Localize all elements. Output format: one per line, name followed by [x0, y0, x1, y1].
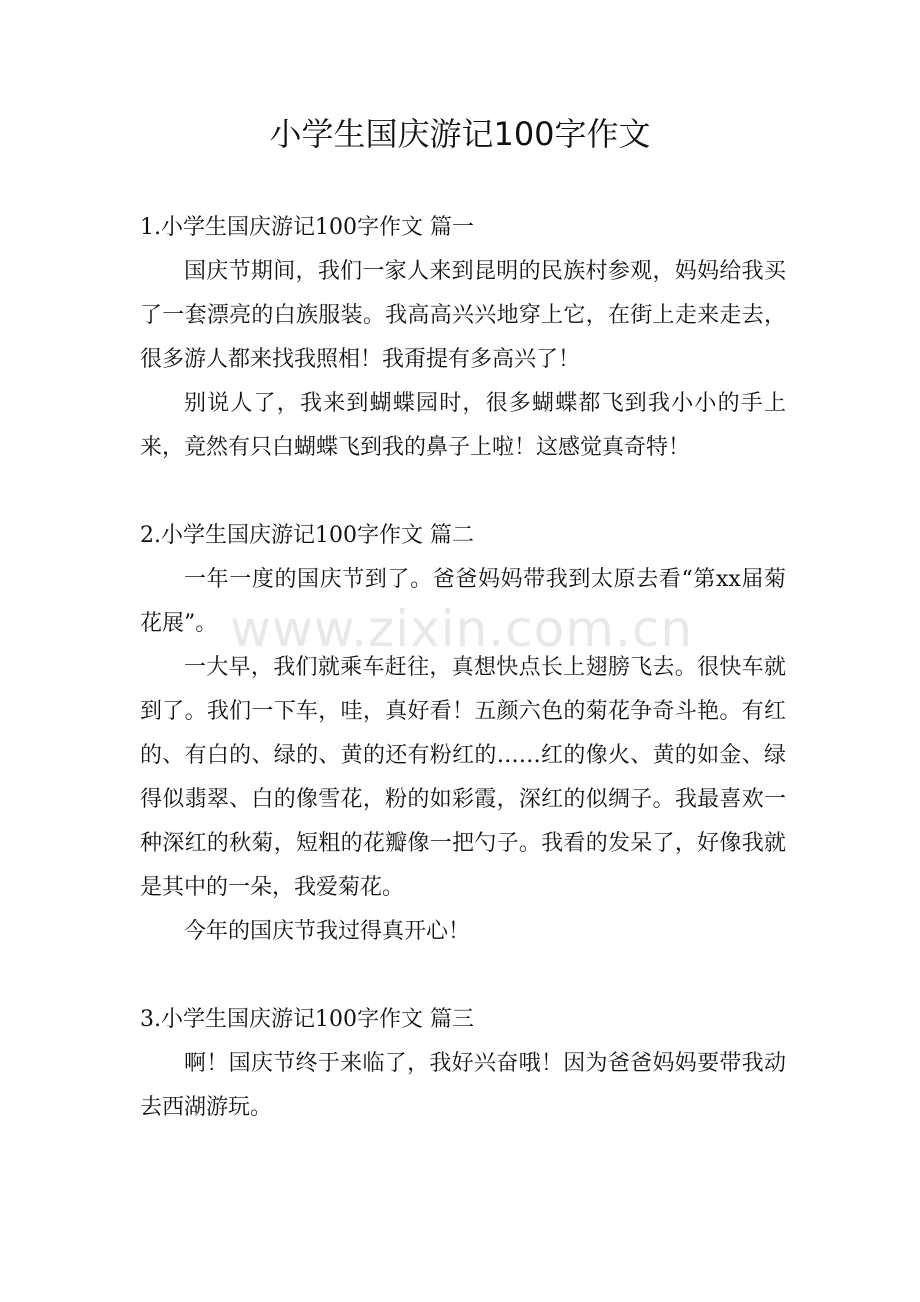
section-2 [140, 514, 786, 954]
section-3 [140, 998, 786, 1130]
paragraph: 一大早，我们就乘车赶往，真想快点长上翅膀飞去。很快车就到了。我们一下车，哇，真好看！五颜六色的菊花争奇斗艳。有红的、有白的、绿的、黄的还有粉红的……红的像火、黄的如金、绿得似翡翠、白的像雪花，粉的如彩霞，深红的似绸子。我最喜欢一种深红的秋菊，短粗的花瓣像一把勺子。我看的发呆了，好像我就是其中的一朵，我爱菊花。 [140, 655, 786, 900]
page-title: 小学生国庆游记100字作文 [269, 115, 651, 153]
paragraph: 今年的国庆节我过得真开心！ [184, 919, 471, 944]
paragraph: 国庆节期间，我们一家人来到昆明的民族村参观，妈妈给我买了一套漂亮的白族服装。我高高兴兴地穿上它，在街上走来走去，很多游人都来找我照相！我甭提有多高兴了！ [140, 259, 786, 372]
paragraph: 别说人了，我来到蝴蝶园时，很多蝴蝶都飞到我小小的手上来，竟然有只白蝴蝶飞到我的鼻子上啦！这感觉真奇特！ [140, 391, 786, 460]
section-heading: 3.小学生国庆游记100字作文 篇三 [140, 1007, 474, 1032]
section-heading: 2.小学生国庆游记100字作文 篇二 [140, 523, 474, 548]
document-body [140, 206, 786, 1174]
paragraph: 一年一度的国庆节到了。爸爸妈妈带我到太原去看“第xx届菊花展”。 [140, 567, 786, 636]
paragraph: 啊！国庆节终于来临了，我好兴奋哦！因为爸爸妈妈要带我动去西湖游玩。 [140, 1051, 786, 1120]
section-heading: 1.小学生国庆游记100字作文 篇一 [140, 215, 474, 240]
section-1 [140, 206, 786, 470]
watermark: www.zixin.com.cn [230, 600, 694, 658]
